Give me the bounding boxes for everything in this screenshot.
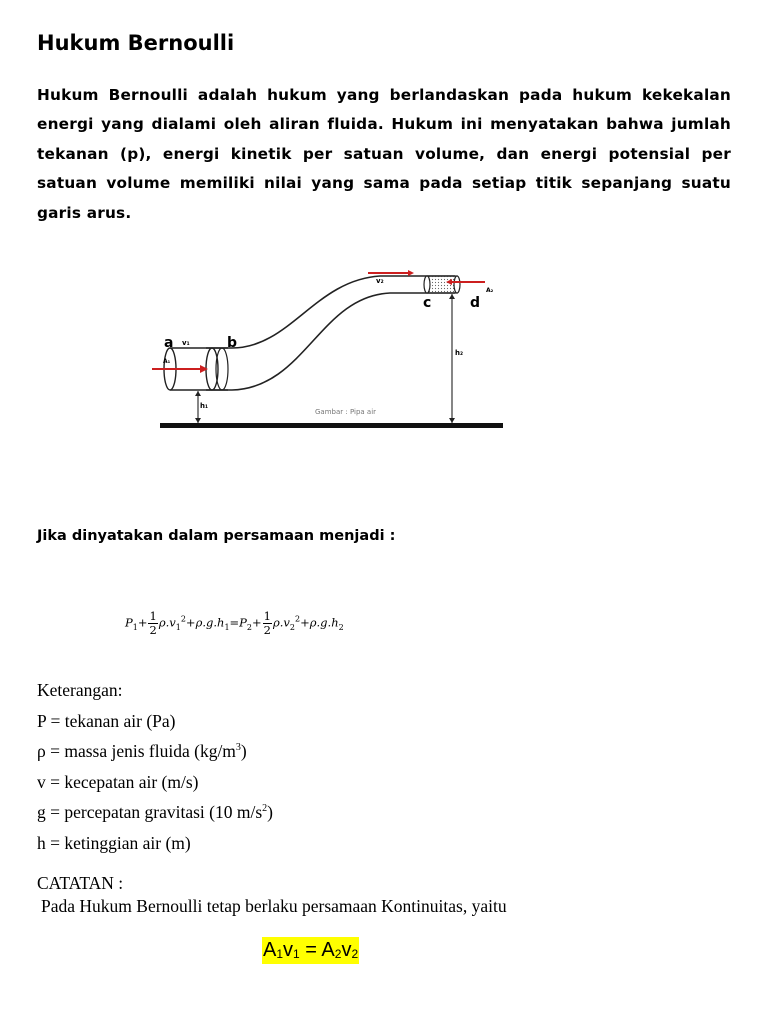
legend-item-h: h = ketinggian air (m): [37, 832, 191, 853]
intro-paragraph: Hukum Bernoulli adalah hukum yang berlandaskan pada hukum kekekalan energi yang dialami oleh aliran fluida. Hukum ini menyatakan bahwa jumlah tekanan (p), energi kinetik per satuan volume, dan energi potensial per satuan volume memiliki nilai yang sama pada setiap titik sepanjang suatu garis arus.: [37, 86, 731, 222]
note-text: Pada Hukum Bernoulli tetap berlaku persamaan Kontinuitas, yaitu: [41, 896, 507, 916]
label-v2: v₂: [376, 277, 384, 285]
label-h2: h₂: [455, 349, 464, 357]
page-title: Hukum Bernoulli: [37, 31, 235, 55]
label-a: a: [164, 335, 174, 351]
pipe-top-wall: [170, 276, 455, 348]
equation-intro: Jika dinyatakan dalam persamaan menjadi :: [37, 528, 396, 544]
label-b: b: [227, 335, 238, 351]
continuity-equation: $A_1v_1 = A_2v_2$: [262, 937, 359, 964]
section-cd-fluid: [427, 276, 457, 293]
bernoulli-equation: $P_1+$ $\frac{1}{2}$ $\rho.v_1^2+\rho.g.h_1=P_2+$ $\frac{1}{2}$ $\rho.v_2^2+\rho.g.h_2$: [125, 609, 344, 637]
label-d: d: [470, 295, 481, 311]
diagram-caption: Gambar : Pipa air: [315, 408, 377, 416]
bernoulli-pipe-diagram: [140, 260, 510, 440]
label-A1: A₁: [163, 358, 171, 365]
label-h1: h₁: [200, 402, 209, 410]
legend-item-p: P = tekanan air (Pa): [37, 710, 176, 731]
legend-heading: Keterangan:: [37, 680, 123, 700]
label-v1: v₁: [182, 339, 190, 347]
legend-item-g: g = percepatan gravitasi (10 $m/s^2$): [37, 802, 273, 822]
section-d-ellipse: [454, 276, 460, 293]
label-c: c: [423, 295, 432, 311]
legend-list: [37, 675, 273, 858]
label-A2: A₂: [486, 287, 494, 294]
note-title: CATATAN :: [37, 873, 124, 893]
ground-line: [160, 423, 503, 428]
legend-item-v: v = kecepatan air (m/s): [37, 771, 199, 792]
legend-item-rho: ρ = massa jenis fluida $(kg/m^3)$: [37, 741, 247, 761]
